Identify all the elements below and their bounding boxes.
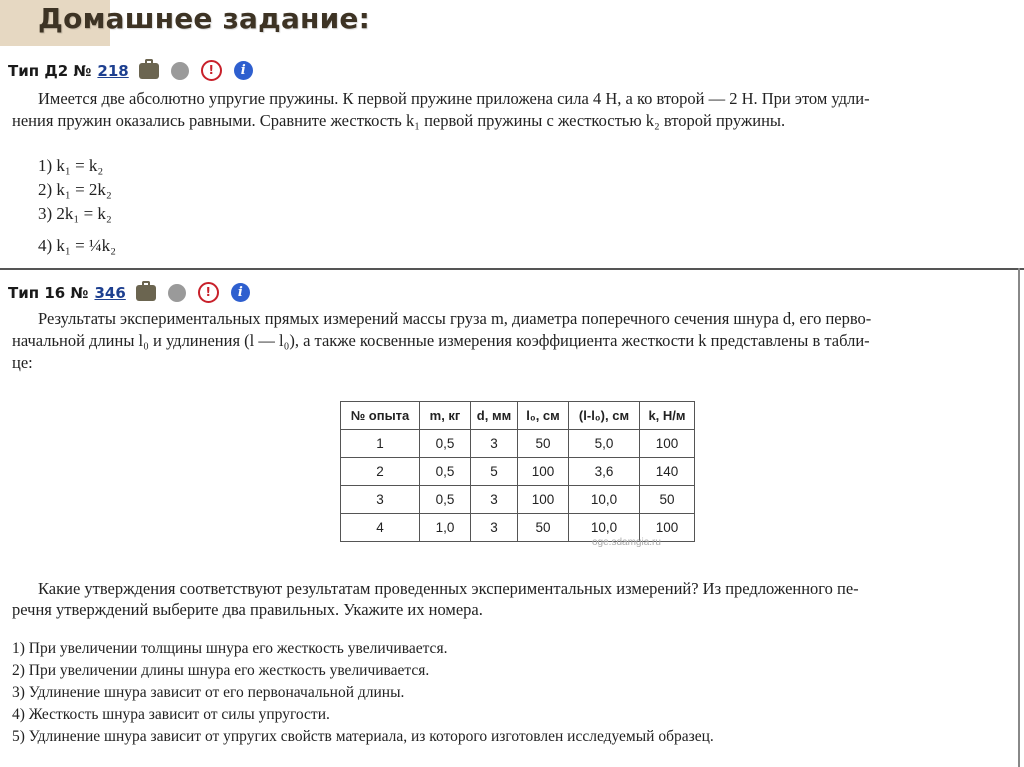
- table-cell: 50: [640, 486, 695, 514]
- task1-text-line2: нения пружин оказались равными. Сравните жесткость k₁ первой пружины с жесткостью k₂ второй пружины.: [12, 111, 786, 130]
- table-cell: 0,5: [420, 430, 471, 458]
- task2-statement-1: 1) При увеличении толщины шнура его жесткость увеличивается.: [12, 640, 448, 657]
- gray-circle-icon[interactable]: [171, 62, 189, 80]
- table-cell: 140: [640, 458, 695, 486]
- table-cell: 100: [518, 486, 569, 514]
- task2-statement-5: 5) Удлинение шнура зависит от упругих свойств материала, из которого изготовлен исследуемый образец.: [12, 728, 714, 745]
- table-cell: 1: [341, 430, 420, 458]
- task1-type-label: Тип Д2 №: [8, 61, 92, 80]
- table-header-cell: № опыта: [341, 402, 420, 430]
- task2-statement-4: 4) Жесткость шнура зависит от силы упругости.: [12, 706, 330, 723]
- table-cell: 100: [640, 430, 695, 458]
- table-cell: 10,0: [569, 514, 640, 542]
- table-cell: 5: [471, 458, 518, 486]
- task2-text-line1: Результаты экспериментальных прямых измерений массы груза m, диаметра поперечного сечения шнура d, его перво-: [38, 309, 872, 328]
- task2-type-label: Тип 16 №: [8, 283, 89, 302]
- table-cell: 1,0: [420, 514, 471, 542]
- table-cell: 10,0: [569, 486, 640, 514]
- table-header-cell: d, мм: [471, 402, 518, 430]
- task2-statement-2: 2) При увеличении длины шнура его жесткость увеличивается.: [12, 662, 430, 679]
- table-cell: 0,5: [420, 486, 471, 514]
- table-header-cell: l₀, см: [518, 402, 569, 430]
- table-cell: 4: [341, 514, 420, 542]
- slide-title: Домашнее задание:: [38, 2, 370, 35]
- table-row: [341, 486, 695, 514]
- table-cell: 3: [471, 430, 518, 458]
- right-border: [1018, 268, 1020, 767]
- task1-option-3: 3) 2k₁ = k₂: [38, 204, 112, 223]
- table-header-row: [341, 402, 695, 430]
- exclamation-icon[interactable]: !: [201, 60, 222, 81]
- info-icon[interactable]: i: [231, 283, 250, 302]
- table-row: [341, 458, 695, 486]
- gray-circle-icon[interactable]: [168, 284, 186, 302]
- table-cell: 2: [341, 458, 420, 486]
- table-row: [341, 430, 695, 458]
- task1-icon-group: [139, 60, 253, 81]
- task2-icon-group: [136, 282, 250, 303]
- task2-text-line2: начальной длины l₀ и удлинения (l — l₀), а также косвенные измерения коэффициента жесткости k представлены в табли-: [12, 331, 870, 350]
- table-cell: 100: [518, 458, 569, 486]
- table-cell: 5,0: [569, 430, 640, 458]
- task1-header: [8, 60, 253, 81]
- briefcase-icon[interactable]: [136, 285, 156, 301]
- task1-option-4: 4) k₁ = ¼k₂: [38, 236, 117, 255]
- table-header-cell: k, Н/м: [640, 402, 695, 430]
- table-header-cell: m, кг: [420, 402, 471, 430]
- task1-text-line1: Имеется две абсолютно упругие пружины. К первой пружине приложена сила 4 Н, а ко второй — 2 Н. При этом удли-: [38, 89, 870, 108]
- table-cell: 3: [471, 486, 518, 514]
- task2-text-line3: це:: [12, 353, 33, 372]
- table-header-cell: (l-l₀), см: [569, 402, 640, 430]
- task2-header: [8, 282, 250, 303]
- table-cell: 50: [518, 514, 569, 542]
- table-cell: 3,6: [569, 458, 640, 486]
- exclamation-icon[interactable]: !: [198, 282, 219, 303]
- task2-number-link[interactable]: 346: [94, 283, 126, 302]
- briefcase-icon[interactable]: [139, 63, 159, 79]
- task2-question-line2: речня утверждений выберите два правильных. Укажите их номера.: [12, 600, 483, 619]
- task1-number-link[interactable]: 218: [97, 61, 129, 80]
- table-cell: 3: [341, 486, 420, 514]
- table-watermark: oge.sdamgia.ru: [592, 537, 661, 548]
- measurement-table: [340, 401, 695, 542]
- task2-question-line1: Какие утверждения соответствуют результатам проведенных экспериментальных измерений? Из предложенного пе-: [38, 579, 859, 598]
- table-cell: 0,5: [420, 458, 471, 486]
- task1-option-2: 2) k₁ = 2k₂: [38, 180, 112, 199]
- table-cell: 100: [640, 514, 695, 542]
- table-cell: 50: [518, 430, 569, 458]
- section-divider: [0, 268, 1024, 270]
- table-cell: 3: [471, 514, 518, 542]
- info-icon[interactable]: i: [234, 61, 253, 80]
- task2-statement-3: 3) Удлинение шнура зависит от его первоначальной длины.: [12, 684, 405, 701]
- task1-option-1: 1) k₁ = k₂: [38, 156, 104, 175]
